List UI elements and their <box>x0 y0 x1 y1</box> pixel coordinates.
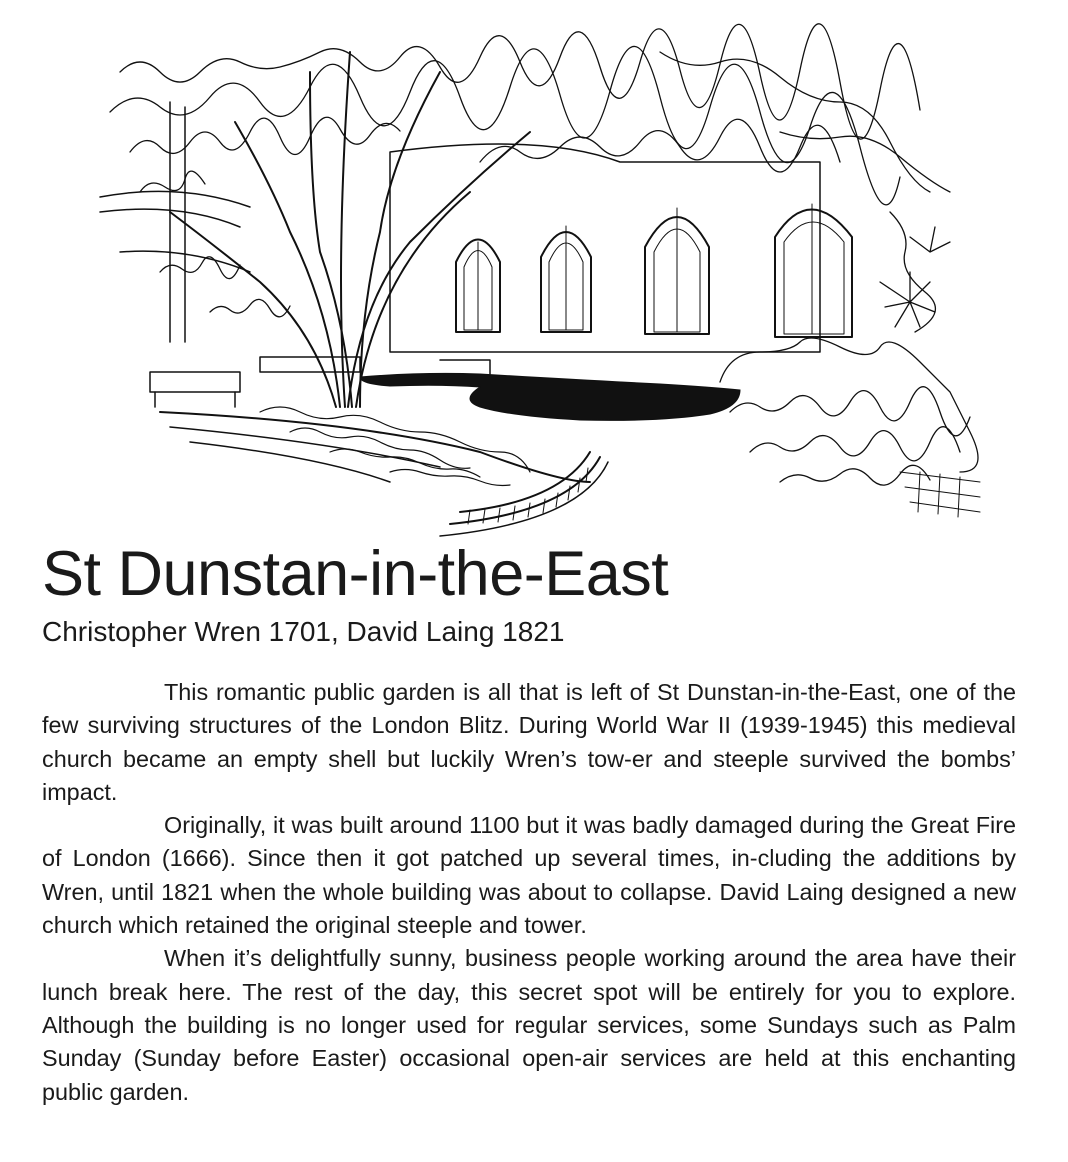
paragraph: When it’s delightfully sunny, business people working around the area have their lunch break here. The rest of the day, this secret spot will be entirely for you to explore. Although the building is no longer used for regular services, some Sundays such as Palm Sunday (Sunday before Easter) occasional open-air services are held at this enchanting public garden. <box>42 945 1016 1105</box>
church-garden-illustration <box>60 12 990 537</box>
page-subtitle: Christopher Wren 1701, David Laing 1821 <box>42 616 565 647</box>
pond <box>360 373 740 420</box>
palm-fronds <box>880 227 950 327</box>
tree-trunk <box>170 52 530 407</box>
gothic-window <box>541 226 591 332</box>
flower-bed <box>260 407 530 486</box>
gothic-window <box>456 240 500 333</box>
paragraph: This romantic public garden is all that is left of St Dunstan-in-the-East, one of the few surviving structures of the London Blitz. During World War II (1939-1945) this medieval church became an empty shell but luckily Wren’s tow-er and steeple survived the bombs’ impact. <box>42 679 1016 805</box>
page-title: St Dunstan-in-the-East <box>42 539 669 609</box>
article-body <box>42 676 1016 1109</box>
gothic-window <box>645 208 709 334</box>
tree-canopy <box>110 24 950 332</box>
gothic-window <box>775 204 852 337</box>
shrub <box>720 338 978 485</box>
brick-edge <box>468 468 980 524</box>
paragraph: Originally, it was built around 1100 but it was badly damaged during the Great Fire of London (1666). Since then it got patched up several times, in-cluding the additions by Wren, until 1821 when the whole building was about to collapse. David Laing designed a new church which retained the original steeple and tower. <box>42 812 1016 939</box>
